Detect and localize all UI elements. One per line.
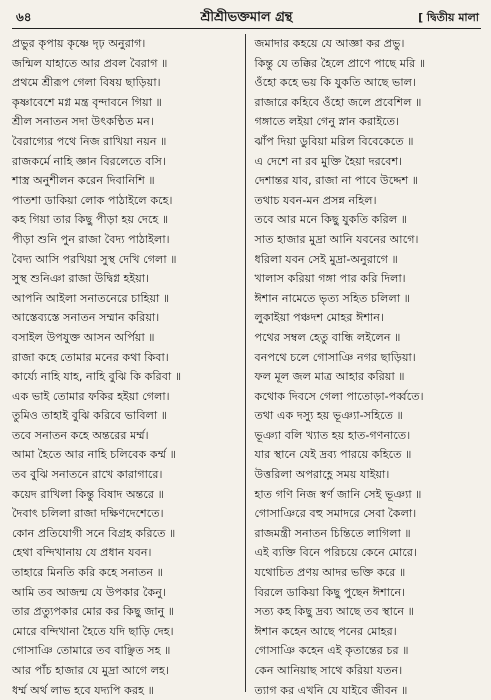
- verse-line: গোসাঞি তোমারে তব বাঞ্ছিত সহ ॥: [12, 644, 171, 658]
- verse-line: জন্মিল যাহাতে আর প্রবল বৈরাগ ॥: [12, 56, 168, 70]
- verse-line: মোরে বন্দিখানা হৈতে যদি ছাড়ি দেহ।: [12, 624, 174, 638]
- verse-line: আর পাঁচ হাজার যে মুদ্রা আগে লহ।: [12, 664, 169, 677]
- verse-line: ঈশান নামেতে ভৃত্য সহিত চলিলা ॥: [254, 291, 410, 305]
- text-columns: [12, 34, 481, 697]
- verse-line: ভূঞ্যা বলি খ্যাত হয় হাত-গণনাতে।: [254, 428, 411, 442]
- verse-line: উত্তরিলা অপরাহ্ণে সময় যাইয়া।: [254, 468, 390, 482]
- verse-line: কথোক দিবসে গেলা পাতোড়া-পর্ব্বতে।: [254, 389, 424, 403]
- verse-line: বৈদ্য আসি পরখিয়া সুস্থ দেখি গেলা ॥: [12, 252, 177, 266]
- verse-line: বনপথে চলে গোসাঞি নগর ছাড়িয়া।: [254, 350, 416, 364]
- verse-line: তুমিও তাহাই বুঝি করিবে ভাবিলা ॥: [12, 409, 168, 423]
- verse-line: গোসাঞিরে বহু সমাদরে সেবা কৈলা।: [254, 507, 417, 521]
- verse-line: কহ গিয়া তার কিছু পীড়া হয় দেহে ॥: [12, 213, 169, 227]
- verse-line: ওঁহো কহে ভয় কি যুকতি আছে ভাল।: [254, 76, 416, 90]
- verse-line: লুকাইয়া পঞ্চদশ মোহর ঈশান।: [254, 311, 384, 325]
- verse-line: আমি তব আজন্ম যে উপকার কৈনু।: [12, 585, 166, 599]
- section-label: [ দ্বিতীয় মালা: [418, 11, 479, 24]
- verse-line: কৃষ্ণাবেশে মগ্ন মন্ত্র বৃন্দাবনে গিয়া ॥: [12, 95, 162, 109]
- verse-line: কোন প্রতিযোগী সনে বিগ্রহ করিতে ॥: [12, 526, 176, 540]
- page-header: [12, 6, 481, 29]
- verse-line: ফল মূল জল মাত্র আহার করিয়া ॥: [254, 370, 405, 384]
- verse-line: জমাদার কহয়ে যে আজ্ঞা কর প্রভু।: [254, 37, 405, 50]
- page-number: ৬৪: [16, 10, 32, 24]
- verse-line: তার প্রত্যুপকার মোর কর কিছু জানু ॥: [12, 605, 175, 619]
- verse-line: প্রভুর কৃপায় কৃষ্ণে দৃঢ় অনুরাগ।: [12, 37, 146, 50]
- verse-line: রাজমন্ত্রী সনাতন চিন্তিতে লাগিলা ॥: [254, 526, 411, 540]
- verse-line: রাজকর্মে নাহি জ্ঞান বিরলেতে বসি।: [12, 154, 166, 168]
- verse-line: কার্য্যে নাহি যাহ, নাহি বুঝি কি করিবা ॥: [12, 370, 182, 384]
- page-title: শ্রীশ্রীভক্তমাল গ্রন্থ: [200, 10, 293, 25]
- verse-line: পীড়া শুনি পুন রাজা বৈদ্য পাঠাইলা।: [12, 232, 170, 246]
- verse-line: এ দেশে না রব মুক্তি হৈয়া দরবেশ।: [254, 154, 403, 168]
- verse-line: গোসাঞি কহেন এই কৃতান্তের চর ॥: [254, 644, 409, 658]
- verse-line: প্রথমে শ্রীরূপ গেলা বিষয় ছাড়িয়া।: [12, 76, 161, 90]
- verse-line: ত্যাগ কর এখনি যে যাইবে জীবন ॥: [254, 683, 408, 697]
- verse-line: বসাইল উপযুক্ত আসন অর্পিয়া ॥: [12, 330, 155, 344]
- verse-line: আমা হৈতে আর নাহি চলিবেক কর্ম্ম ॥: [12, 448, 176, 462]
- verse-line: সত্য কহ কিছু দ্রব্য আছে তব স্থানে ॥: [254, 605, 414, 619]
- verse-line: তথাচ যবন-মন প্রসন্ন নহিল।: [254, 193, 377, 207]
- verse-line: গঙ্গাতে লইয়া গেনু স্নান করাইতে।: [254, 115, 400, 129]
- column-divider: [245, 34, 246, 692]
- verse-line: পথের সম্বল হেতু বান্ধি লইলেন ॥: [254, 330, 401, 344]
- verse-line: তবে আর মনে কিছু যুকতি করিল ॥: [254, 213, 408, 227]
- verse-line: আপনি আইলা সনাতনেরে চাহিয়া ॥: [12, 291, 170, 305]
- verse-line: হাত গণি নিজ স্বর্ণ জানি সেই ভূঞ্যা ॥: [254, 487, 422, 501]
- verse-line: ধর্ম্ম অর্থ লাভ হবে যদ্যপি করহ ॥: [12, 683, 154, 697]
- verse-line: যার স্থানে যেই দ্রব্য পারয়ে কহিতে ॥: [254, 448, 412, 462]
- right-column: [245, 34, 482, 697]
- verse-line: এক ভাই তোমার ফকির হইয়া গেলা।: [12, 389, 170, 403]
- verse-line: সাত হাজার মুদ্রা আনি যবনের আগে।: [254, 232, 419, 246]
- verse-line: শাস্ত্র অনুশীলন করেন দিবানিশি ॥: [12, 174, 155, 188]
- verse-line: সুস্থ শুনিঞা রাজা উদ্বিগ্ন হইয়া।: [12, 272, 150, 286]
- verse-line: বিরলে ডাকিয়া কিছু পুছেন ঈশানে।: [254, 585, 406, 599]
- verse-line: দেশান্তর যাব, রাজা না পাবে উদ্দেশ ॥: [254, 174, 419, 188]
- verse-line: বৈরাগ্যের পথে নিজ রাখিয়া নয়ন ॥: [12, 134, 167, 148]
- verse-line: ধরিলা যবন সেই মুদ্রা-অনুরাগে ॥: [254, 252, 398, 266]
- verse-line: তব বুঝি সনাতনে রাখে কারাগারে।: [12, 468, 163, 482]
- verse-line: কিন্তু যে তক্কির হৈলে প্রাণে পাছে মরি ॥: [254, 56, 426, 70]
- verse-line: কয়েদ রাখিলা কিন্তু বিষাদ অন্তরে ॥: [12, 487, 164, 501]
- left-column: [12, 34, 245, 697]
- verse-line: দৈবাৎ চলিলা রাজা দক্ষিণদেশেতে।: [12, 507, 164, 521]
- verse-line: রাজারে কহিবে ওঁহো জলে প্রবেশিল ॥: [254, 95, 422, 109]
- verse-line: তথা এক দস্যু হয় ভূঞ্যা-সহিতে ॥: [254, 409, 403, 423]
- verse-line: ঈশান কহেন আছে পনের মোহর।: [254, 624, 397, 638]
- verse-line: তবে সনাতন কহে অন্তরের মর্ম্ম।: [12, 428, 149, 442]
- verse-line: হেথা বন্দিখানায় যে প্রধান যবন।: [12, 546, 152, 560]
- verse-line: রাজা কহে তোমার মনের কথা কিবা।: [12, 350, 169, 364]
- verse-line: খালাস করিয়া গঙ্গা পার করি দিলা।: [254, 272, 406, 286]
- verse-line: যথোচিত প্রণয় আদর ভক্তি করে ॥: [254, 566, 406, 580]
- verse-line: তাহারে মিনতি করি কহে সনাতন ॥: [12, 566, 163, 580]
- verse-line: কেন আনিয়াছ সাথে করিয়া যতন।: [254, 664, 403, 677]
- verse-line: পাতশা ডাকিয়া লোক পাঠাইলে কহে।: [12, 193, 173, 207]
- verse-line: আস্তেব্যস্তে সনাতন সম্মান করিয়া।: [12, 311, 160, 325]
- verse-line: শ্রীল সনাতন সদা উৎকণ্ঠিত মন।: [12, 115, 154, 129]
- verse-line: এই ব্যক্তি বিনে পরিচয়ে কেনে মোরে।: [254, 546, 418, 560]
- verse-line: ঝাঁপ দিয়া ডুবিয়া মরিল বিবেকেতে ॥: [254, 134, 414, 148]
